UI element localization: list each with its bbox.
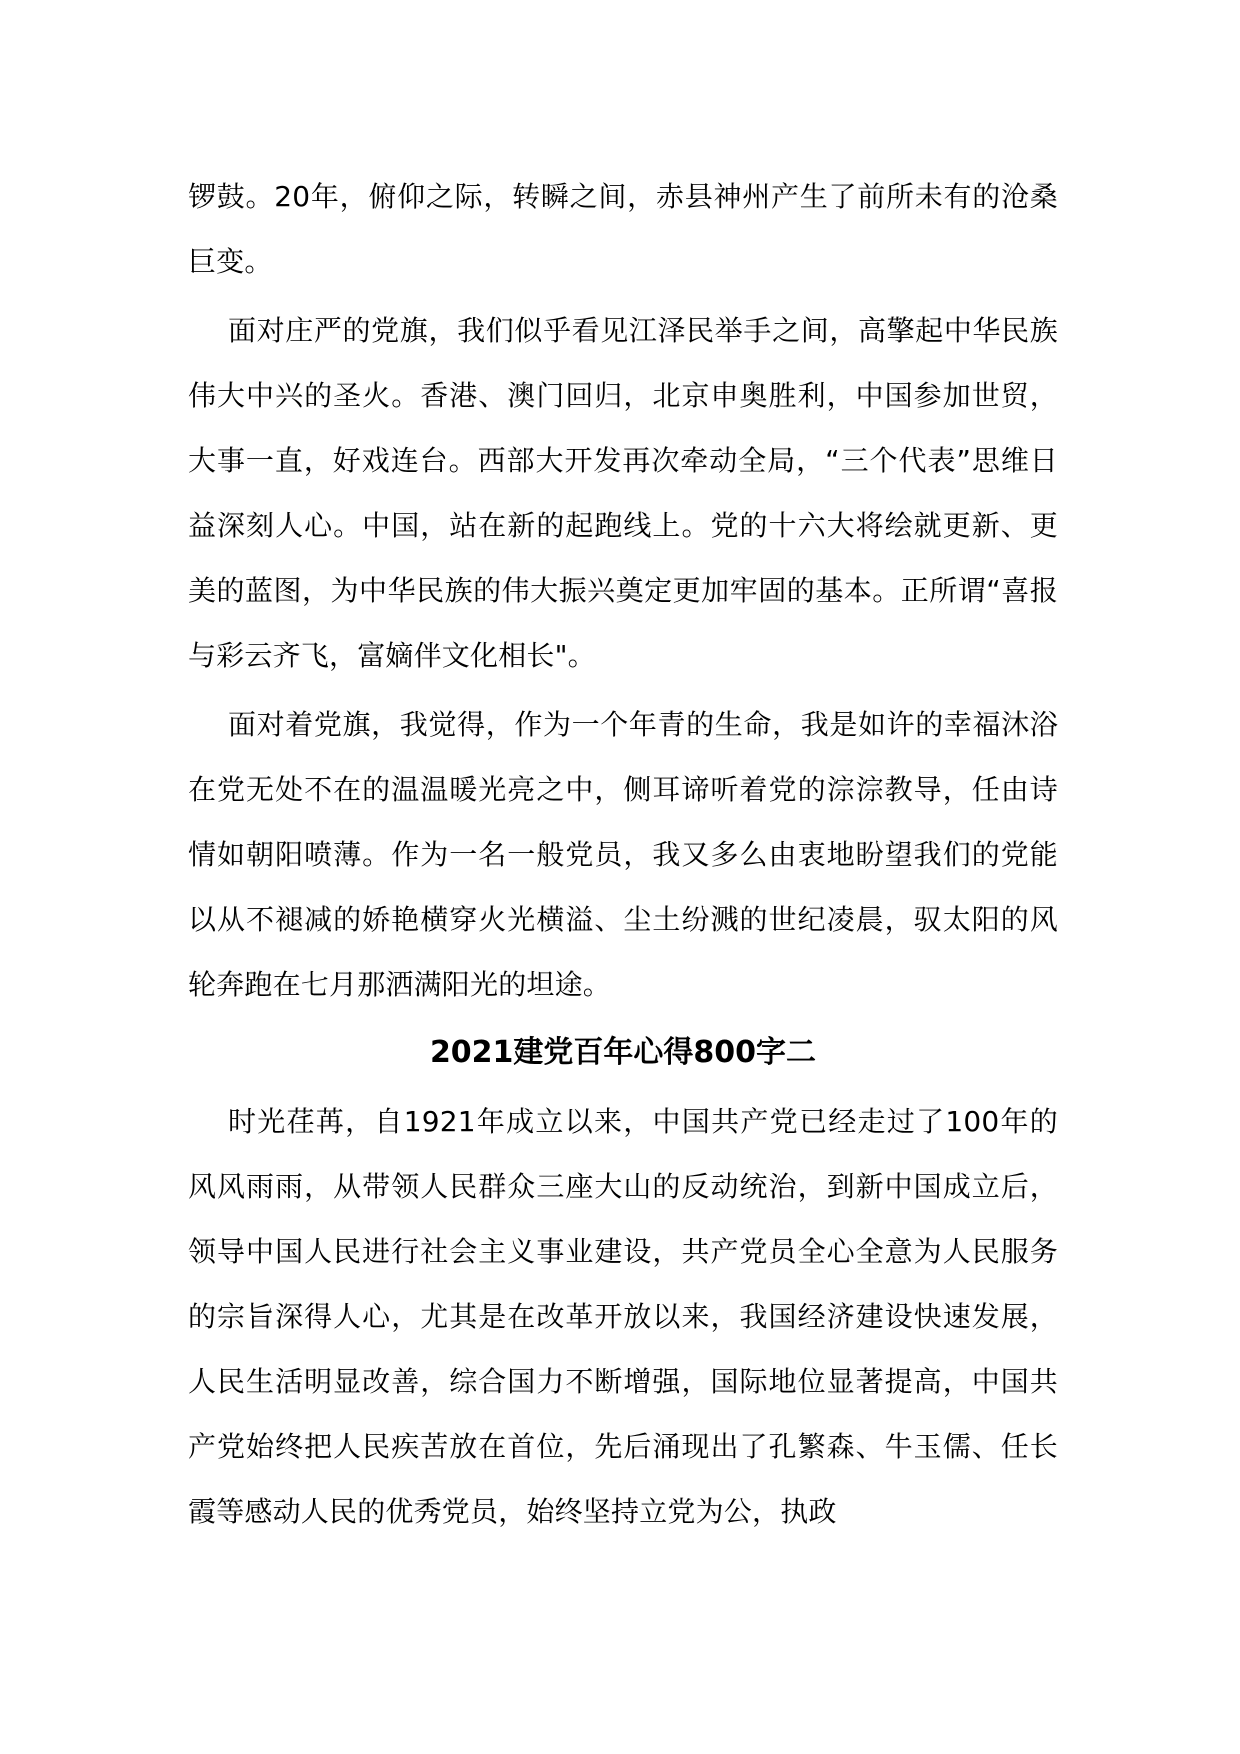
paragraph-continuation: 锣鼓。20年，俯仰之际，转瞬之间，赤县神州产生了前所未有的沧桑巨变。: [188, 180, 1058, 278]
document-page: [188, 164, 1058, 1548]
paragraph-party-flag-1: 面对庄严的党旗，我们似乎看见江泽民举手之间，高擎起中华民族伟大中兴的圣火。香港、澳门回归，北京申奥胜利，中国参加世贸，大事一直，好戏连台。西部大开发再次牵动全局，“三个代表”思维日益深刻人心。中国，站在新的起跑线上。党的十六大将绘就更新、更美的蓝图，为中华民族的伟大振兴奠定更加牢固的基本。正所谓“喜报与彩云齐飞，富嫡伴文化相长"。: [188, 314, 1058, 672]
paragraph-section-two: 时光荏苒，自1921年成立以来，中国共产党已经走过了100年的风风雨雨，从带领人民群众三座大山的反动统治，到新中国成立后，领导中国人民进行社会主义事业建设，共产党员全心全意为人民服务的宗旨深得人心，尤其是在改革开放以来，我国经济建设快速发展，人民生活明显改善，综合国力不断增强，国际地位显著提高，中国共产党始终把人民疾苦放在首位，先后涌现出了孔繁森、牛玉儒、任长霞等感动人民的优秀党员，始终坚持立党为公，执政: [188, 1105, 1058, 1528]
section-title: 2021建党百年心得800字二: [429, 1035, 817, 1070]
paragraph-party-flag-2: 面对着党旗，我觉得，作为一个年青的生命，我是如许的幸福沐浴在党无处不在的温温暖光亮之中，侧耳谛听着党的淙淙教导，任由诗情如朝阳喷薄。作为一名一般党员，我又多么由衷地盼望我们的党能以从不褪减的娇艳横穿火光横溢、尘土纷溅的世纪凌晨，驭太阳的风轮奔跑在七月那洒满阳光的坦途。: [188, 708, 1058, 1001]
